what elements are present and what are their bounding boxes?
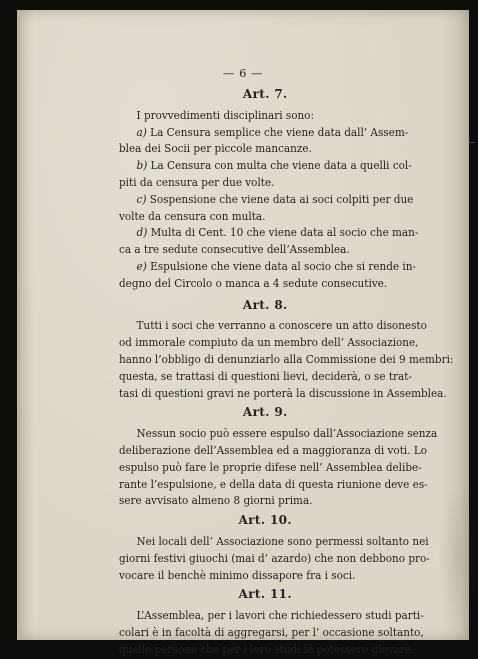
- page-edge: [17, 10, 20, 640]
- article-body: [119, 534, 430, 584]
- body-line: espulso può fare le proprie difese nell’ Assemblea delibe-: [119, 460, 422, 474]
- item-line: volte da censura con multa.: [119, 209, 266, 223]
- article-body: [119, 608, 424, 658]
- list-item: [119, 158, 412, 192]
- article-body: [119, 426, 438, 510]
- article-heading: Art. 9.: [242, 404, 288, 420]
- item-line: Espulsione che viene data al socio che si rende in-: [150, 259, 416, 273]
- body-line: hanno l’obbligo di denunziarlo alla Commissione dei 9 membri:: [119, 352, 454, 366]
- margin-mark: [469, 142, 475, 143]
- paper-stain: [437, 480, 477, 630]
- list-item: [119, 125, 412, 159]
- item-letter: c): [136, 192, 147, 206]
- item-line: degno del Circolo o manca a 4 sedute consecutive.: [119, 276, 388, 290]
- list-item: [119, 192, 412, 226]
- item-line: Multa di Cent. 10 che viene data al socio che man-: [150, 226, 419, 240]
- item-line: La Censura con multa che viene data a quelli col-: [150, 159, 412, 173]
- body-line: questa, se trattasi di questioni lievi, deciderà, o se trat-: [119, 369, 412, 383]
- item-letter: e): [136, 259, 147, 273]
- list-item: [119, 225, 419, 259]
- body-line: sere avvisato almeno 8 giorni prima.: [119, 494, 313, 508]
- item-letter: b): [136, 159, 148, 173]
- item-line: ca a tre sedute consecutive dell’Assemblea.: [119, 243, 350, 257]
- body-line: Nessun socio può essere espulso dall’Associazione senza: [136, 427, 438, 441]
- article-heading: Art. 7.: [242, 86, 288, 101]
- article-body: [119, 318, 454, 402]
- item-letter: d): [136, 226, 148, 240]
- body-line: L’Assemblea, per i lavori che richiedessero studi parti-: [136, 609, 424, 623]
- item-letter: a): [136, 125, 147, 139]
- item-line: Sospensione che viene data ai soci colpiti per due: [149, 192, 414, 206]
- item-line: blea dei Socii per piccole mancanze.: [119, 142, 312, 156]
- body-line: rante l’espulsione, e della data di questa riunione deve es-: [119, 477, 428, 491]
- page-text: [119, 84, 454, 659]
- body-line: vocare il benchè minimo dissapore fra i soci.: [119, 568, 356, 582]
- article-heading: Art. 10.: [238, 512, 292, 528]
- page-number: — 6 —: [222, 66, 264, 80]
- article-intro: I provvedimenti disciplinari sono:: [136, 108, 314, 122]
- body-line: od immorale compiuto da un membro dell’ Associazione,: [119, 336, 419, 350]
- list-item: [119, 259, 416, 293]
- item-line: La Censura semplice che viene data dall’ Assem-: [150, 125, 409, 139]
- item-line: piti da censura per due volte.: [119, 175, 275, 189]
- body-line: colari è in facoltà di aggregarsi, per l’ occasione soltanto,: [119, 625, 424, 639]
- body-line: tasi di questioni gravi ne porterà la discussione in Assemblea.: [119, 386, 447, 400]
- article-heading: Art. 11.: [238, 586, 292, 602]
- body-line: quelle persone che per i loro studi le potessero giovare.: [119, 642, 415, 656]
- body-line: giorni festivi giuochi (mai d’ azardo) che non debbono pro-: [119, 551, 430, 565]
- article-heading: Art. 8.: [242, 296, 288, 312]
- body-line: Nei locali dell’ Associazione sono permessi soltanto nei: [136, 534, 429, 548]
- body-line: Tutti i soci che verranno a conoscere un atto disonesto: [136, 319, 427, 333]
- document-page: [17, 10, 469, 656]
- body-line: deliberazione dell’Assemblea ed a maggioranza di voti. Lo: [119, 443, 428, 457]
